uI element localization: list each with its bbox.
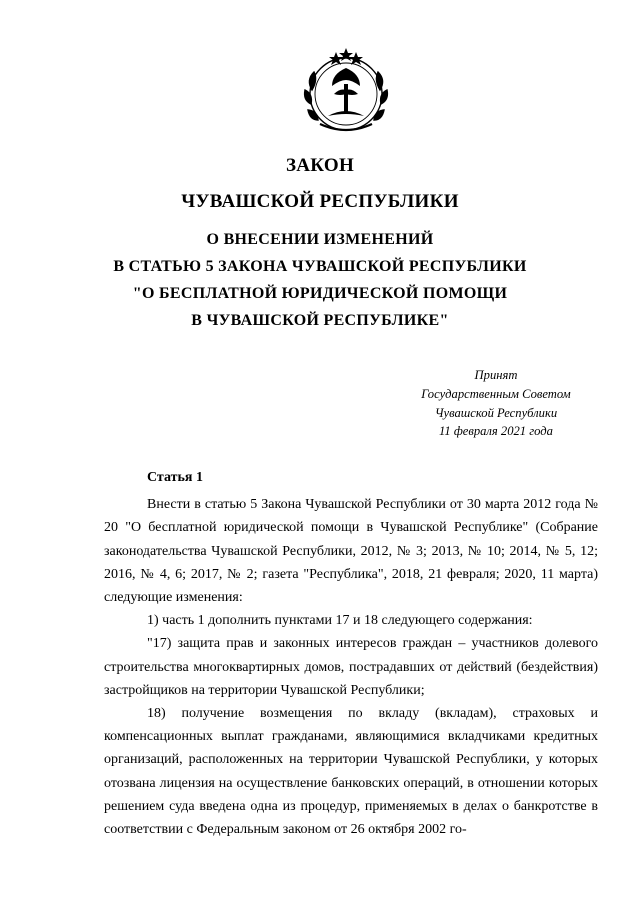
- article-paragraph: 18) получение возмещения по вкладу (вкладам), страховых и компенсационных выплат гражданами, являющимися вкладчиками кредитных организаций, расположенных на территории Чувашской Республики, у которых отозвана лицензия на осуществление банковских операций, в отношении которых решением суда введена одна из процедур, применяемых в делах о банкротстве в соответствии с Федеральным законом от 26 октября 2002 го-: [104, 706, 598, 838]
- adoption-line-3: Чувашской Республики: [434, 405, 558, 420]
- article-paragraph: 1) часть 1 дополнить пунктами 17 и 18 следующего содержания:: [147, 613, 533, 629]
- law-title-line-1: ЗАКОН: [285, 155, 355, 176]
- adoption-line-2: Государственным Советом: [421, 386, 571, 401]
- law-title: [0, 148, 640, 220]
- article-body: [104, 466, 598, 841]
- article-paragraph: Внести в статью 5 Закона Чувашской Республики от 30 марта 2012 года № 20 "О бесплатной юридической помощи в Чувашской Республике" (Собрание законодательства Чувашской Республики, 2012, № 3; 2013, № 10; 2014, № 5, 12; 2016, № 4, 6; 2017, № 2; газета "Республика", 2018, 21 февраля; 2020, 11 марта) следующие изменения:: [104, 497, 598, 606]
- law-subject-line-4: В ЧУВАШСКОЙ РЕСПУБЛИКЕ": [191, 312, 449, 329]
- adoption-note: [396, 366, 596, 441]
- law-title-line-2: ЧУВАШСКОЙ РЕСПУБЛИКИ: [181, 191, 459, 212]
- adoption-line-1: Принят: [474, 368, 518, 382]
- article-paragraph: "17) защита прав и законных интересов граждан – участников долевого строительства многоквартирных домов, пострадавших от действий (бездействия) застройщиков на территории Чувашской Республики;: [104, 636, 598, 698]
- law-subject-line-1: О ВНЕСЕНИИ ИЗМЕНЕНИЙ: [206, 231, 434, 248]
- law-subject: [0, 226, 640, 334]
- law-subject-line-2: В СТАТЬЮ 5 ЗАКОНА ЧУВАШСКОЙ РЕСПУБЛИКИ: [113, 258, 527, 275]
- law-subject-line-3: "О БЕСПЛАТНОЙ ЮРИДИЧЕСКОЙ ПОМОЩИ: [132, 285, 508, 302]
- article-heading: Статья 1: [147, 470, 203, 485]
- adoption-line-4: 11 февраля 2021 года: [439, 424, 553, 439]
- coat-of-arms-icon: [298, 44, 394, 140]
